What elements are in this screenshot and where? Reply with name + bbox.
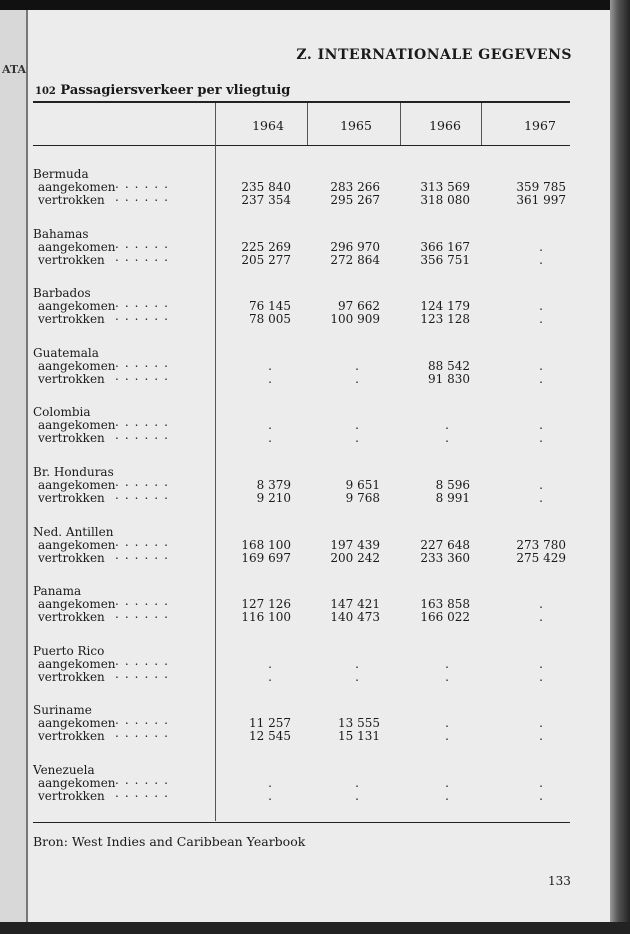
book-binding-edge <box>610 0 630 934</box>
cell-arrived-1964: . <box>268 418 272 433</box>
country-name: Suriname <box>33 703 92 718</box>
cell-arrived-1966: 163 858 <box>420 597 470 612</box>
row-label-arrived: aangekomen <box>38 478 116 492</box>
cell-arrived-1966: 88 542 <box>428 358 470 373</box>
cell-departed-1964: 116 100 <box>241 610 291 625</box>
cell-arrived-1966: 366 167 <box>420 239 470 254</box>
row-label-departed: vertrokken <box>38 312 105 327</box>
table-bottom-rule <box>33 822 570 823</box>
cell-departed-1965: 140 473 <box>330 610 380 625</box>
table-number: 102 <box>35 86 56 97</box>
cell-departed-1964: 237 354 <box>241 193 291 207</box>
dot-leader: ...... <box>115 428 174 443</box>
country-name: Barbados <box>33 286 91 301</box>
cell-departed-1964: . <box>268 431 272 446</box>
dot-leader: ...... <box>115 475 174 489</box>
row-label-departed: vertrokken <box>38 669 105 684</box>
scan-top-edge <box>0 0 630 10</box>
cell-departed-1967: . <box>539 729 543 744</box>
cell-arrived-1966: . <box>445 776 449 790</box>
dot-leader: ...... <box>115 547 174 562</box>
cell-departed-1964: 9 210 <box>256 491 291 505</box>
cell-arrived-1964: . <box>268 776 272 790</box>
country-name: Puerto Rico <box>33 643 105 658</box>
cell-departed-1964: . <box>268 789 272 803</box>
row-label-departed: vertrokken <box>38 371 105 386</box>
cell-departed-1966: 8 991 <box>435 491 470 505</box>
country-name: Panama <box>33 584 82 599</box>
row-label-departed: vertrokken <box>38 550 105 565</box>
cell-arrived-1965: . <box>355 656 359 671</box>
row-label-departed: vertrokken <box>38 729 105 744</box>
cell-arrived-1965: . <box>355 418 359 433</box>
cell-departed-1967: . <box>539 610 543 625</box>
cell-arrived-1965: 283 266 <box>330 180 380 194</box>
cell-arrived-1964: 225 269 <box>241 239 291 254</box>
cell-arrived-1967: . <box>539 418 543 433</box>
cell-departed-1964: . <box>268 669 272 684</box>
year-header-1966: 1966 <box>429 118 461 133</box>
cell-departed-1964: 169 697 <box>241 550 291 565</box>
row-label-departed: vertrokken <box>38 193 105 207</box>
dot-leader: ...... <box>115 236 174 251</box>
cell-departed-1967: . <box>539 252 543 267</box>
cell-arrived-1965: 9 651 <box>345 478 380 492</box>
cell-departed-1964: . <box>268 371 272 386</box>
header-divider <box>400 103 401 145</box>
country-name: Bahamas <box>33 226 89 241</box>
dot-leader: ...... <box>115 488 174 502</box>
stub-column-divider <box>215 103 216 821</box>
dot-leader: ...... <box>115 786 174 800</box>
cell-departed-1965: 200 242 <box>330 550 380 565</box>
row-label-arrived: aangekomen <box>38 239 116 254</box>
cell-arrived-1967: . <box>539 656 543 671</box>
cell-departed-1964: 205 277 <box>241 252 291 267</box>
cell-arrived-1965: . <box>355 358 359 373</box>
year-header-1965: 1965 <box>340 118 372 133</box>
row-label-arrived: aangekomen <box>38 299 116 314</box>
cell-departed-1967: . <box>539 789 543 803</box>
cell-arrived-1964: 168 100 <box>241 537 291 552</box>
cell-arrived-1965: 296 970 <box>330 239 380 254</box>
table-title <box>35 83 290 98</box>
cell-departed-1965: 15 131 <box>338 729 380 744</box>
country-name: Colombia <box>33 405 91 420</box>
row-label-arrived: aangekomen <box>38 716 116 731</box>
cell-arrived-1965: . <box>355 776 359 790</box>
cell-arrived-1966: 313 569 <box>420 180 470 194</box>
cell-arrived-1964: 8 379 <box>256 478 291 492</box>
margin-label: ATA <box>2 63 27 76</box>
cell-departed-1967: . <box>539 669 543 684</box>
dot-leader: ...... <box>115 190 174 204</box>
dot-leader: ...... <box>115 773 174 787</box>
cell-arrived-1964: 235 840 <box>241 180 291 194</box>
dot-leader: ...... <box>115 666 174 681</box>
cell-departed-1965: 100 909 <box>330 312 380 327</box>
dot-leader: ...... <box>115 726 174 741</box>
table-top-rule <box>33 101 570 103</box>
dot-leader: ...... <box>115 415 174 430</box>
cell-arrived-1967: 359 785 <box>516 180 566 194</box>
row-label-arrived: aangekomen <box>38 597 116 612</box>
cell-arrived-1965: 97 662 <box>338 299 380 314</box>
cell-departed-1966: . <box>445 669 449 684</box>
dot-leader: ...... <box>115 355 174 370</box>
row-label-departed: vertrokken <box>38 431 105 446</box>
cell-departed-1966: 356 751 <box>420 252 470 267</box>
dot-leader: ...... <box>115 177 174 191</box>
cell-departed-1966: 233 360 <box>420 550 470 565</box>
country-name: Ned. Antillen <box>33 524 114 539</box>
dot-leader: ...... <box>115 653 174 668</box>
cell-departed-1965: . <box>355 789 359 803</box>
cell-departed-1965: . <box>355 669 359 684</box>
cell-arrived-1965: 147 421 <box>330 597 380 612</box>
cell-arrived-1967: . <box>539 716 543 731</box>
dot-leader: ...... <box>115 368 174 383</box>
header-bottom-rule <box>33 145 570 146</box>
row-label-arrived: aangekomen <box>38 418 116 433</box>
cell-departed-1965: 295 267 <box>330 193 380 207</box>
cell-departed-1967: 361 997 <box>516 193 566 207</box>
country-name: Bermuda <box>33 167 89 181</box>
row-label-departed: vertrokken <box>38 491 105 505</box>
dot-leader: ...... <box>115 309 174 324</box>
cell-arrived-1967: 273 780 <box>516 537 566 552</box>
cell-departed-1966: 318 080 <box>420 193 470 207</box>
cell-departed-1966: 166 022 <box>420 610 470 625</box>
cell-departed-1967: . <box>539 312 543 327</box>
cell-arrived-1964: . <box>268 656 272 671</box>
cell-arrived-1966: . <box>445 716 449 731</box>
year-header-1964: 1964 <box>252 118 284 133</box>
source-note: Bron: West Indies and Caribbean Yearbook <box>33 834 306 849</box>
cell-departed-1966: 123 128 <box>420 312 470 327</box>
table-title-text: Passagiersverkeer per vliegtuig <box>60 83 291 98</box>
cell-departed-1965: . <box>355 371 359 386</box>
row-label-arrived: aangekomen <box>38 180 116 194</box>
cell-arrived-1966: 227 648 <box>420 537 470 552</box>
row-label-departed: vertrokken <box>38 789 105 803</box>
cell-departed-1967: . <box>539 431 543 446</box>
row-label-departed: vertrokken <box>38 252 105 267</box>
cell-arrived-1967: . <box>539 597 543 612</box>
dot-leader: ...... <box>115 249 174 264</box>
cell-departed-1964: 78 005 <box>249 312 291 327</box>
row-label-arrived: aangekomen <box>38 358 116 373</box>
cell-arrived-1964: . <box>268 358 272 373</box>
cell-departed-1967: . <box>539 371 543 386</box>
cell-departed-1966: . <box>445 431 449 446</box>
cell-departed-1967: 275 429 <box>516 550 566 565</box>
row-label-arrived: aangekomen <box>38 656 116 671</box>
cell-departed-1965: . <box>355 431 359 446</box>
cell-arrived-1967: . <box>539 358 543 373</box>
scan-bottom-edge <box>0 922 630 934</box>
cell-departed-1966: . <box>445 729 449 744</box>
cell-departed-1965: 272 864 <box>330 252 380 267</box>
page-number: 133 <box>548 874 571 888</box>
dot-leader: ...... <box>115 607 174 622</box>
dot-leader: ...... <box>115 713 174 728</box>
cell-arrived-1965: 13 555 <box>338 716 380 731</box>
row-label-arrived: aangekomen <box>38 537 116 552</box>
cell-arrived-1966: 124 179 <box>420 299 470 314</box>
cell-arrived-1964: 76 145 <box>249 299 291 314</box>
previous-page-edge <box>0 10 28 922</box>
cell-arrived-1966: 8 596 <box>435 478 470 492</box>
cell-arrived-1964: 11 257 <box>249 716 291 731</box>
dot-leader: ...... <box>115 534 174 549</box>
row-label-arrived: aangekomen <box>38 776 116 790</box>
cell-departed-1965: 9 768 <box>345 491 380 505</box>
dot-leader: ...... <box>115 594 174 609</box>
country-name: Guatemala <box>33 345 99 360</box>
dot-leader: ...... <box>115 296 174 311</box>
country-name: Venezuela <box>33 763 95 777</box>
cell-departed-1967: . <box>539 491 543 505</box>
year-header-1967: 1967 <box>524 118 556 133</box>
running-head: Z. INTERNATIONALE GEGEVENS <box>296 47 572 63</box>
country-name: Br. Honduras <box>33 465 114 479</box>
cell-departed-1966: 91 830 <box>428 371 470 386</box>
cell-arrived-1967: . <box>539 776 543 790</box>
cell-arrived-1964: 127 126 <box>241 597 291 612</box>
cell-arrived-1967: . <box>539 239 543 254</box>
row-label-departed: vertrokken <box>38 610 105 625</box>
cell-departed-1966: . <box>445 789 449 803</box>
cell-arrived-1966: . <box>445 656 449 671</box>
cell-arrived-1966: . <box>445 418 449 433</box>
cell-arrived-1965: 197 439 <box>330 537 380 552</box>
cell-arrived-1967: . <box>539 299 543 314</box>
cell-arrived-1967: . <box>539 478 543 492</box>
cell-departed-1964: 12 545 <box>249 729 291 744</box>
